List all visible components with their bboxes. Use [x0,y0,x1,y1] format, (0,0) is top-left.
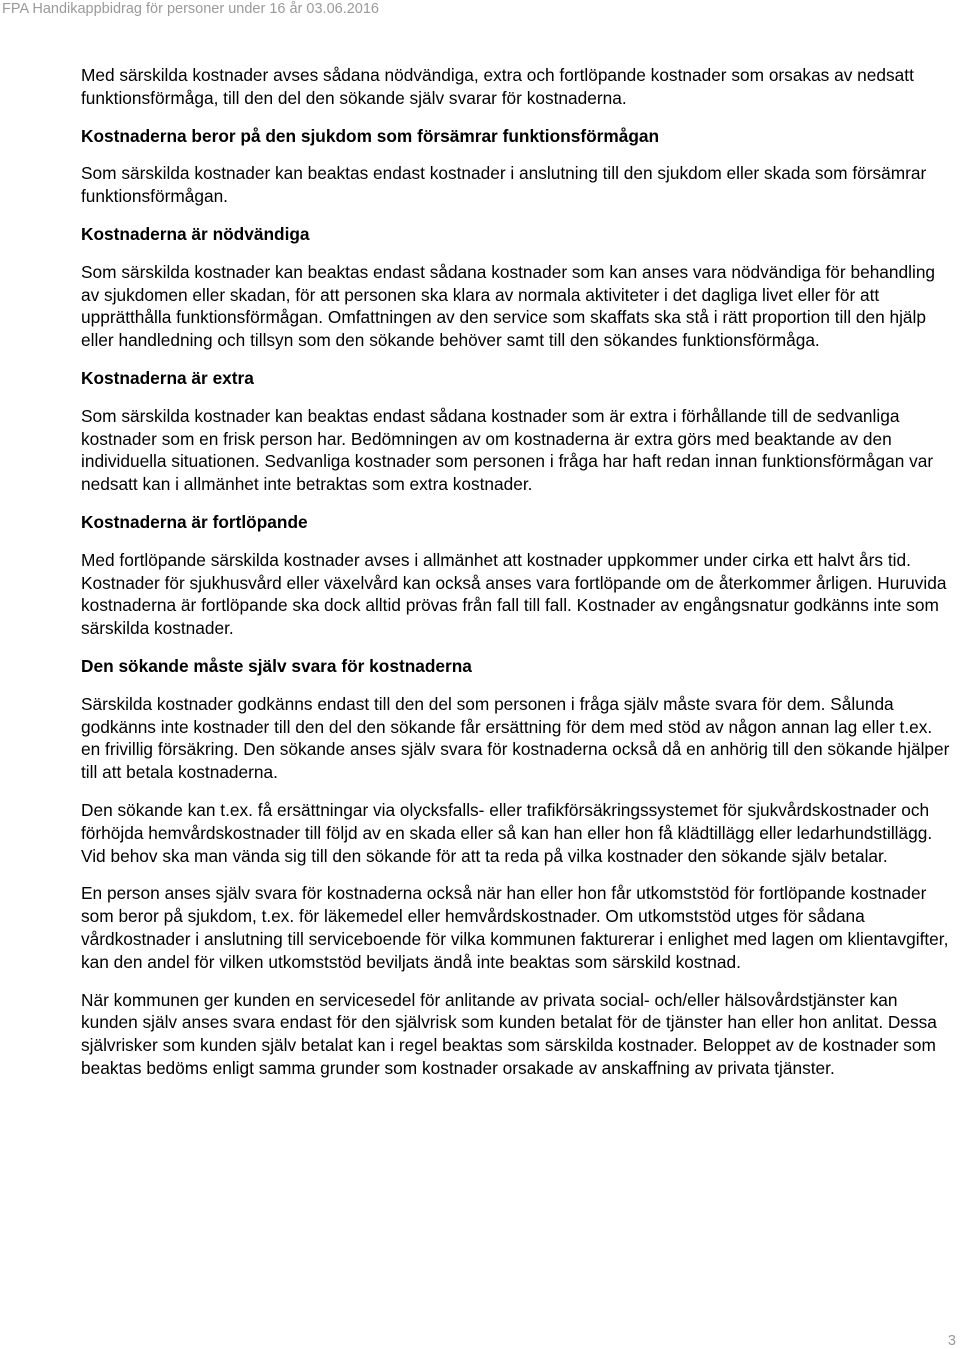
page-number: 3 [947,1333,956,1349]
intro-paragraph: Med särskilda kostnader avses sådana nödvändiga, extra och fortlöpande kostnader som orsakas av nedsatt funktionsförmåga, till den del den sökande själv svarar för kostnaderna. [81,65,914,108]
section-paragraph: Särskilda kostnader godkänns endast till den del som personen i fråga själv måste svara för dem. Sålunda godkänns inte kostnader till den del den sökande får ersättning för dem med stöd av någon annan lag eller t.ex. en frivillig försäkring. Den sökande anses själv svara för kostnaderna också då en anhörig till den sökande hjälper till att betala kostnaderna. [81,693,950,783]
section-heading-sjalv-svara: Den sökande måste själv svara för kostnaderna [81,655,472,676]
section-paragraph: När kommunen ger kunden en servicesedel för anlitande av privata social- och/eller hälsovårdstjänster kan kunden själv anses svara endast för den självrisk som kunden betalat för de tjänster han eller hon anlitat. Dessa självrisker som kunden själv betalat kan i regel beaktas som särskilda kostnader. Beloppet av de kostnader som beaktas bedöms enligt samma grunder som kostnader orsakade av anskaffning av privata tjänster. [81,989,937,1078]
section-paragraph: En person anses själv svara för kostnaderna också när han eller hon får utkomststöd för fortlöpande kostnader som beror på sjukdom, t.ex. för läkemedel eller hemvårdskostnader. Om utkomststöd utges för sådana vårdkostnader i anslutning till serviceboende för vilka kommunen fakturerar i enlighet med lagen om klientavgifter, kan den andel för vilken utkomststöd beviljats ändå inte beaktas som särskild kostnad. [81,883,949,972]
section-paragraph: Som särskilda kostnader kan beaktas endast sådana kostnader som kan anses vara nödvändiga för behandling av sjukdomen eller skadan, för att personen ska klara av normala aktiviteter i det dagliga livet eller för att upprätthålla funktionsförmågan. Omfattningen av den service som skaffats ska stå i rätt proportion till den hjälp eller handledning och tillsyn som den sökande behöver samt till den sökandes funktionsförmåga. [81,261,936,351]
section-paragraph: Med fortlöpande särskilda kostnader avses i allmänhet att kostnader uppkommer under cirka ett halvt års tid. Kostnader för sjukhusvård eller växelvård kan också anses vara fortlöpande om de återkommer årligen. Huruvida kostnaderna är fortlöpande ska dock alltid prövas från fall till fall. Kostnader av engångsnatur godkänns inte som särskilda kostnader. [81,549,947,639]
section-paragraph: Som särskilda kostnader kan beaktas endast kostnader i anslutning till den sjukdom eller skada som försämrar funktionsförmågan. [81,163,927,207]
section-paragraph: Den sökande kan t.ex. få ersättningar via olycksfalls- eller trafikförsäkringssystemet för sjukvårdskostnader och förhöjda hemvårdskostnader till följd av en skada eller så kan han eller hon få klädtillägg eller ledarhundstillägg. Vid behov ska man vända sig till den sökande för att ta reda på vilka kostnader den sökande själv betalar. [81,799,933,866]
section-heading-nodvandiga: Kostnaderna är nödvändiga [81,223,310,244]
document-body [81,64,955,1095]
section-paragraph: Som särskilda kostnader kan beaktas endast sådana kostnader som är extra i förhållande till de sedvanliga kostnader som en frisk person har. Bedömningen av om kostnaderna är extra görs med beaktande av den individuella situationen. Sedvanliga kostnader som personen i fråga har haft redan innan funktionsförmågan var nedsatt kan i allmänhet inte betraktas som extra kostnader. [81,405,934,495]
section-heading-sjukdom: Kostnaderna beror på den sjukdom som försämrar funktionsförmågan [81,125,660,146]
section-heading-extra: Kostnaderna är extra [81,367,254,388]
running-header: FPA Handikappbidrag för personer under 16 år 03.06.2016 [2,1,379,17]
section-heading-fortlopande: Kostnaderna är fortlöpande [81,511,308,532]
